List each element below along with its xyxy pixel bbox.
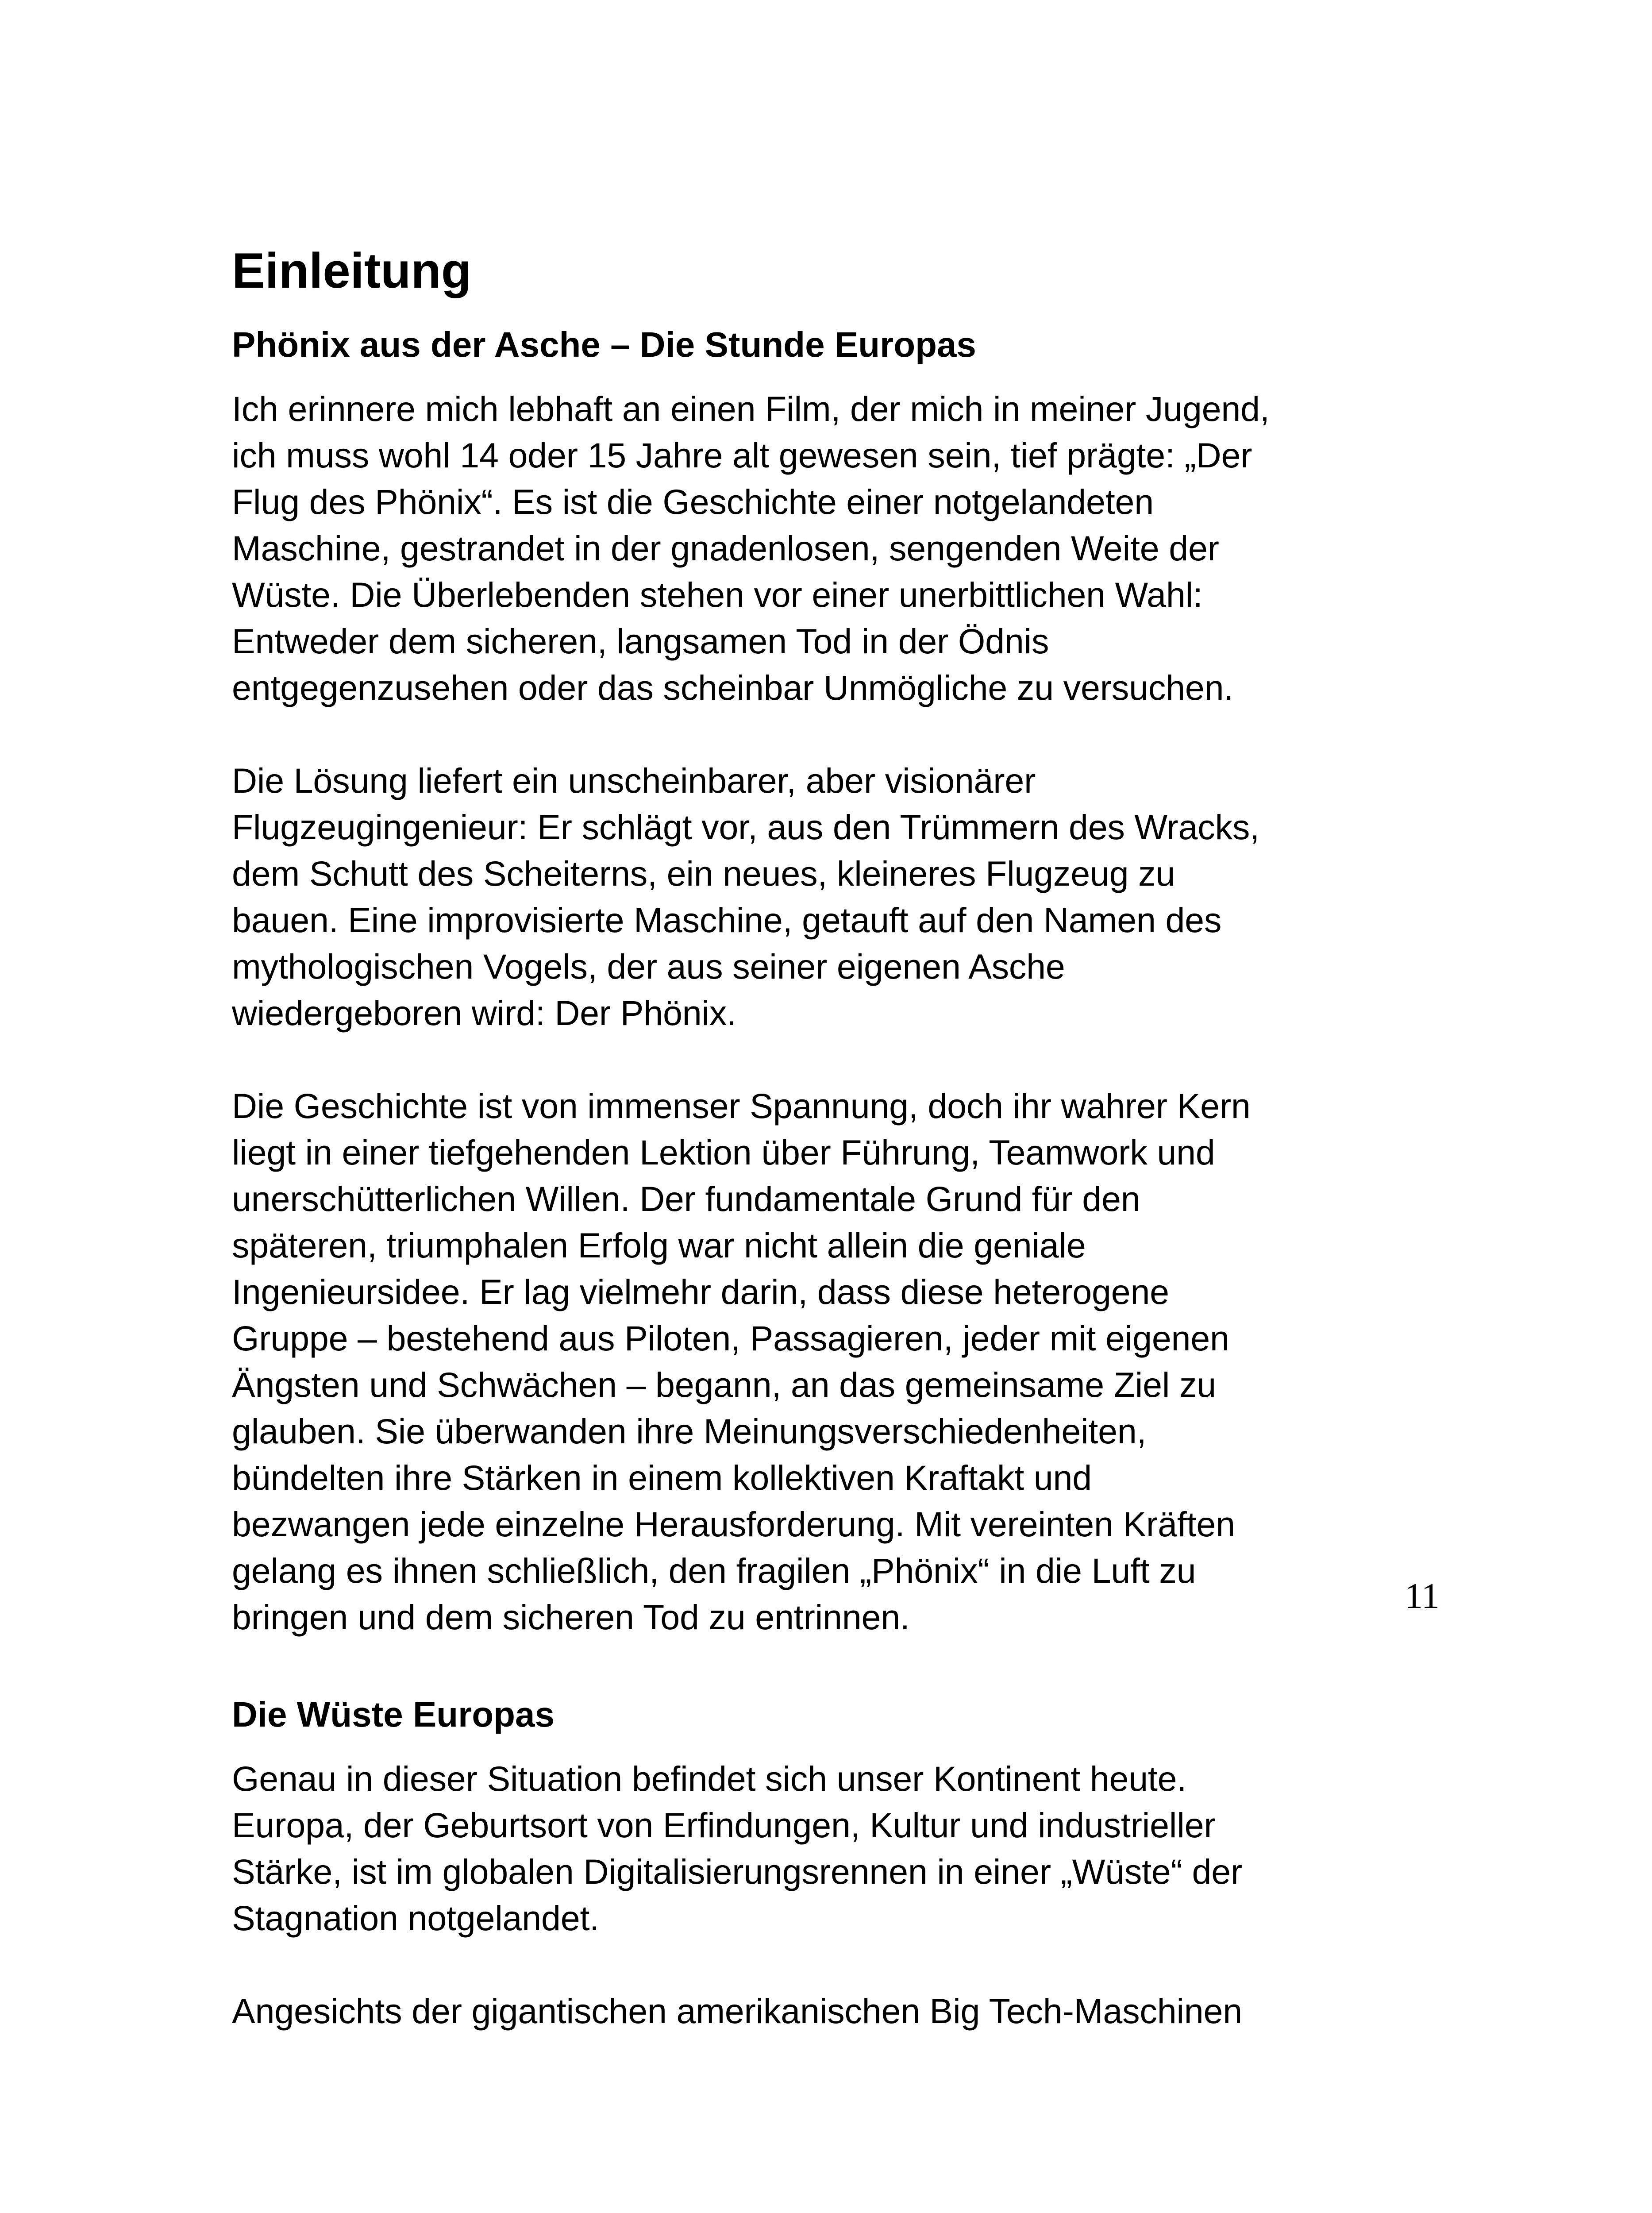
text-line: Flugzeugingenieur: Er schlägt vor, aus den Trümmern des Wracks, [232,807,1259,847]
text-line: Maschine, gestrandet in der gnadenlosen, sengenden Weite der [232,528,1219,568]
text-line: dem Schutt des Scheiterns, ein neues, kleineres Flugzeug zu [232,854,1175,894]
page-number: 11 [1405,1576,1440,1616]
text-line: Gruppe – bestehend aus Piloten, Passagieren, jeder mit eigenen [232,1319,1229,1358]
text-line: gelang es ihnen schließlich, den fragilen „Phönix“ in die Luft zu [232,1551,1196,1591]
text-line: Europa, der Geburtsort von Erfindungen, Kultur und industrieller [232,1805,1216,1845]
text-line: späteren, triumphalen Erfolg war nicht allein die geniale [232,1226,1086,1265]
text-line: ich muss wohl 14 oder 15 Jahre alt gewesen sein, tief prägte: „Der [232,436,1252,475]
paragraph-europe-situation [232,1755,1444,1941]
paragraph-engineer-solution [232,757,1444,1036]
section-title-phoenix: Phönix aus der Asche – Die Stunde Europas [232,325,976,365]
text-line: Wüste. Die Überlebenden stehen vor einer unerbittlichen Wahl: [232,575,1203,615]
text-line: Genau in dieser Situation befindet sich unser Kontinent heute. [232,1759,1187,1799]
text-line: Die Lösung liefert ein unscheinbarer, aber visionärer [232,761,1036,801]
section-title-desert-europe: Die Wüste Europas [232,1695,555,1735]
chapter-title: Einleitung [232,243,472,298]
text-line: bezwangen jede einzelne Herausforderung. Mit vereinten Kräften [232,1504,1235,1544]
page-content [232,241,1444,2034]
text-line: Ängsten und Schwächen – begann, an das gemeinsame Ziel zu [232,1365,1217,1405]
text-line: Stärke, ist im globalen Digitalisierungsrennen in einer „Wüste“ der [232,1852,1243,1892]
text-line: Die Geschichte ist von immenser Spannung, doch ihr wahrer Kern [232,1086,1251,1126]
text-line: bringen und dem sicheren Tod zu entrinnen. [232,1597,910,1637]
paragraph-film-memory [232,386,1444,711]
paragraph-teamwork-lesson [232,1083,1444,1640]
paragraph-big-tech [232,1988,1444,2034]
text-line: Angesichts der gigantischen amerikanischen Big Tech-Maschinen [232,1991,1243,2031]
text-line: mythologischen Vogels, der aus seiner eigenen Asche [232,947,1065,987]
text-line: entgegenzusehen oder das scheinbar Unmögliche zu versuchen. [232,668,1234,708]
text-line: Flug des Phönix“. Es ist die Geschichte einer notgelandeten [232,482,1154,522]
text-line: Stagnation notgelandet. [232,1898,599,1938]
text-line: bauen. Eine improvisierte Maschine, getauft auf den Namen des [232,900,1222,940]
text-line: unerschütterlichen Willen. Der fundamentale Grund für den [232,1179,1140,1219]
text-line: glauben. Sie überwanden ihre Meinungsverschiedenheiten, [232,1411,1147,1451]
text-line: wiedergeboren wird: Der Phönix. [232,993,736,1033]
text-line: Entweder dem sicheren, langsamen Tod in der Ödnis [232,621,1049,661]
text-line: Ingenieursidee. Er lag vielmehr darin, dass diese heterogene [232,1272,1169,1312]
text-line: liegt in einer tiefgehenden Lektion über Führung, Teamwork und [232,1133,1215,1172]
text-line: Ich erinnere mich lebhaft an einen Film, der mich in meiner Jugend, [232,389,1270,429]
text-line: bündelten ihre Stärken in einem kollektiven Kraftakt und [232,1458,1092,1498]
